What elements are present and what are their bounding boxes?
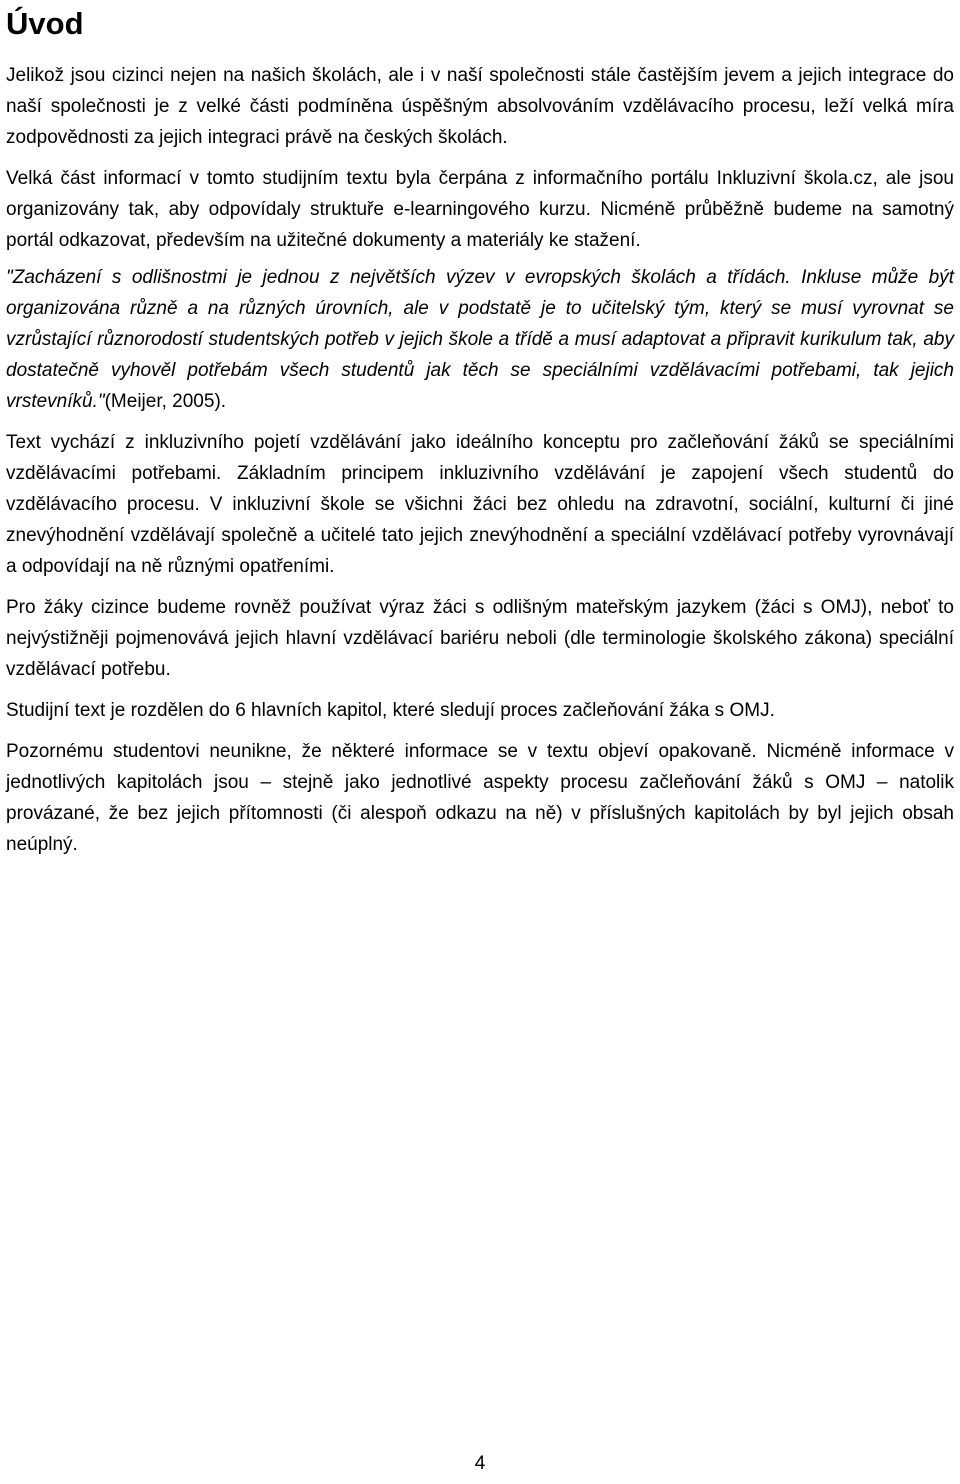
intro-paragraph: Jelikož jsou cizinci nejen na našich školách, ale i v naší společnosti stále častějším jevem a jejich integrace do naší společnosti je z velké části podmíněna úspěšným absolvováním vzdělávacího procesu, leží velká míra zodpovědnosti za jejich integraci právě na českých školách. xyxy=(6,65,954,148)
page-number: 4 xyxy=(474,1453,486,1474)
omj-term-paragraph: Pro žáky cizince budeme rovněž používat výraz žáci s odlišným mateřským jazykem (žáci s OMJ), neboť to nejvýstižněji pojmenovává jejich hlavní vzdělávací bariéru neboli (dle terminologie školského zákona) speciální vzdělávací potřebu. xyxy=(6,597,954,680)
quote-citation: (Meijer, 2005). xyxy=(104,391,227,412)
chapters-paragraph: Studijní text je rozdělen do 6 hlavních kapitol, které sledují proces začleňování žáka s OMJ. xyxy=(6,700,775,721)
quote-paragraph xyxy=(6,262,954,417)
quote-text: "Zacházení s odlišnostmi je jednou z největších výzev v evropských školách a třídách. Inkluse může být organizována různě a na různých úrovních, ale v podstatě je to učitelský tým, který se musí vyrovnat se vzrůstající různorodostí studentských potřeb v jejich škole a třídě a musí adaptovat a připravit kurikulum tak, aby dostatečně vyhověl potřebám všech studentů jak těch se speciálními vzdělávacími potřebami, tak jejich vrstevníků." xyxy=(6,267,954,412)
inclusive-education-paragraph: Text vychází z inkluzivního pojetí vzdělávání jako ideálního konceptu pro začleňování žáků se speciálními vzdělávacími potřebami. Základním principem inkluzivního vzdělávání je zapojení všech studentů do vzdělávacího procesu. V inkluzivní škole se všichni žáci bez ohledu na zdravotní, sociální, kulturní či jiné znevýhodnění vzdělávají společně a učitelé tato jejich znevýhodnění a speciální vzdělávací potřeby vyrovnávají a odpovídají na ně různými opatřeními. xyxy=(6,432,954,577)
repetition-paragraph: Pozornému studentovi neunikne, že některé informace se v textu objeví opakovaně. Nicméně informace v jednotlivých kapitolách jsou – stejně jako jednotlivé aspekty procesu začleňování žáků s OMJ – natolik provázané, že bez jejich přítomnosti (či alespoň odkazu na ně) v příslušných kapitolách by byl jejich obsah neúplný. xyxy=(6,741,954,855)
sources-paragraph: Velká část informací v tomto studijním textu byla čerpána z informačního portálu Inkluzivní škola.cz, ale jsou organizovány tak, aby odpovídaly struktuře e-learningového kurzu. Nicméně průběžně budeme na samotný portál odkazovat, především na užitečné dokumenty a materiály ke stažení. xyxy=(6,168,954,251)
page-title: Úvod xyxy=(6,6,84,41)
